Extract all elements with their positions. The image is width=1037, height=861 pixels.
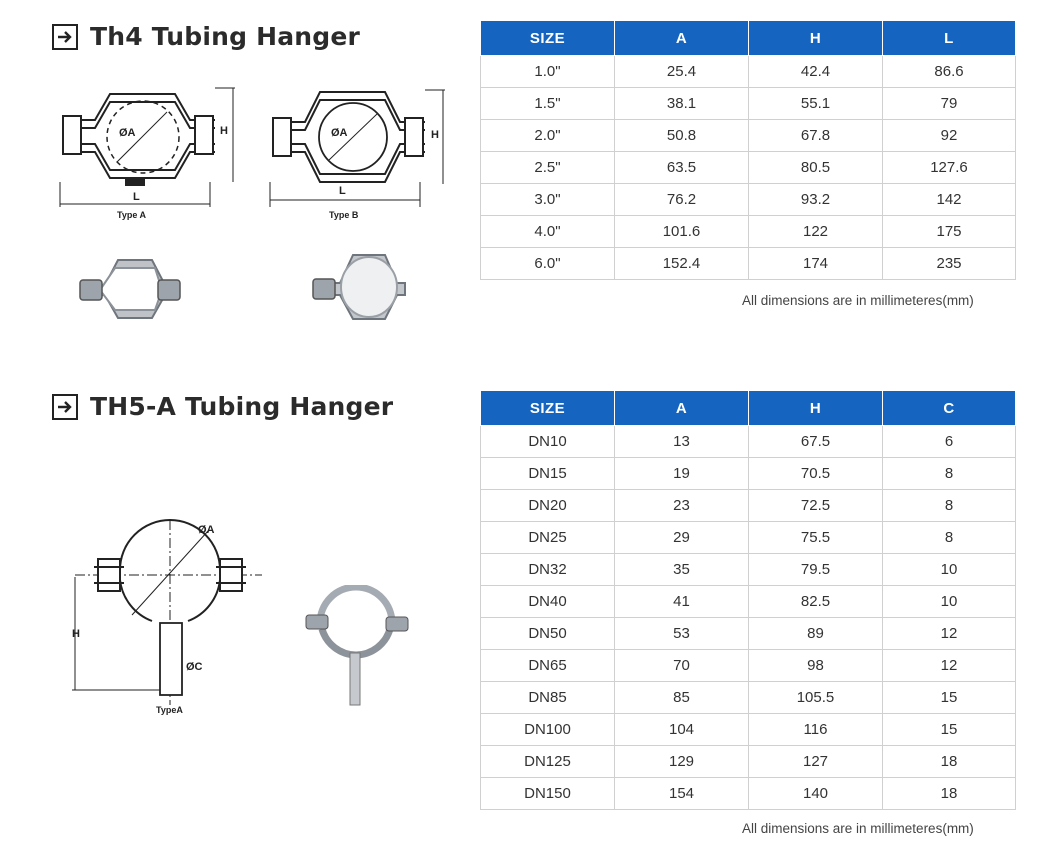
th5-table-cell: 75.5 xyxy=(749,522,883,554)
th5-header-a: A xyxy=(615,391,749,426)
th4-table-cell: 3.0" xyxy=(481,184,615,216)
th4-type-b-photo xyxy=(305,245,415,325)
th4-type-a-caption: Type A xyxy=(117,210,147,220)
th4-table-cell: 152.4 xyxy=(615,248,749,280)
th5-product-photo xyxy=(300,585,415,710)
th5-table-cell: 13 xyxy=(615,426,749,458)
th5-table-cell: 29 xyxy=(615,522,749,554)
th5-table-cell: DN150 xyxy=(481,778,615,810)
th4-table-row xyxy=(481,216,1016,248)
th4-type-b-caption: Type B xyxy=(329,210,359,220)
th5-table-cell: 8 xyxy=(883,458,1016,490)
th4-header-l: L xyxy=(883,21,1016,56)
th4-header-h: H xyxy=(749,21,883,56)
th5-header-c: C xyxy=(883,391,1016,426)
th4-table-cell: 76.2 xyxy=(615,184,749,216)
th5-table-cell: 70.5 xyxy=(749,458,883,490)
th5-table-row xyxy=(481,682,1016,714)
arrow-right-icon xyxy=(52,394,78,420)
th4-table-cell: 175 xyxy=(883,216,1016,248)
th5-units-note: All dimensions are in millimeteres(mm) xyxy=(742,821,974,836)
th5-table-cell: DN25 xyxy=(481,522,615,554)
th4-table-cell: 6.0" xyxy=(481,248,615,280)
th5-table-row xyxy=(481,426,1016,458)
th5-table-cell: 18 xyxy=(883,778,1016,810)
th4-table-cell: 80.5 xyxy=(749,152,883,184)
th5-section-title xyxy=(52,392,393,421)
arrow-right-icon xyxy=(52,24,78,50)
th4-table-cell: 1.0" xyxy=(481,56,615,88)
svg-text:H: H xyxy=(431,129,439,141)
th4-table-cell: 127.6 xyxy=(883,152,1016,184)
th4-table-cell: 2.5" xyxy=(481,152,615,184)
th4-table-cell: 93.2 xyxy=(749,184,883,216)
th5-title: TH5-A Tubing Hanger xyxy=(90,392,394,421)
th5-table-cell: 140 xyxy=(749,778,883,810)
th5-table-cell: 154 xyxy=(615,778,749,810)
th5-table-cell: 89 xyxy=(749,618,883,650)
th4-table-cell: 25.4 xyxy=(615,56,749,88)
th4-table-cell: 174 xyxy=(749,248,883,280)
th5-table-cell: 116 xyxy=(749,714,883,746)
th5-table-cell: 23 xyxy=(615,490,749,522)
th5-table-cell: 35 xyxy=(615,554,749,586)
th5-table-cell: 85 xyxy=(615,682,749,714)
th5-table-cell: 12 xyxy=(883,618,1016,650)
th5-table-cell: 8 xyxy=(883,522,1016,554)
th5-table-row xyxy=(481,586,1016,618)
th5-table-row xyxy=(481,746,1016,778)
th5-table-cell: 72.5 xyxy=(749,490,883,522)
th4-table-cell: 101.6 xyxy=(615,216,749,248)
th5-table-cell: DN20 xyxy=(481,490,615,522)
th5-type-a-drawing xyxy=(70,515,270,720)
th4-title: Th4 Tubing Hanger xyxy=(90,22,361,51)
th5-table-row xyxy=(481,458,1016,490)
th5-table-cell: 8 xyxy=(883,490,1016,522)
th5-table-row xyxy=(481,650,1016,682)
th4-table-cell: 92 xyxy=(883,120,1016,152)
th4-table-cell: 142 xyxy=(883,184,1016,216)
th5-table-cell: 15 xyxy=(883,714,1016,746)
th5-table-row xyxy=(481,618,1016,650)
th4-table-row xyxy=(481,88,1016,120)
th5-header-h: H xyxy=(749,391,883,426)
th5-table-cell: 19 xyxy=(615,458,749,490)
th5-type-caption: TypeA xyxy=(156,705,183,715)
th5-table-cell: DN32 xyxy=(481,554,615,586)
th5-table-cell: 104 xyxy=(615,714,749,746)
svg-text:ØA: ØA xyxy=(119,127,136,139)
th4-table-cell: 79 xyxy=(883,88,1016,120)
th4-table-cell: 38.1 xyxy=(615,88,749,120)
th5-spec-table xyxy=(480,391,1016,810)
svg-text:H: H xyxy=(72,628,80,640)
th5-table-cell: DN15 xyxy=(481,458,615,490)
th5-table-cell: 82.5 xyxy=(749,586,883,618)
th4-table-cell: 86.6 xyxy=(883,56,1016,88)
th4-header-a: A xyxy=(615,21,749,56)
th4-table-cell: 1.5" xyxy=(481,88,615,120)
th4-table-cell: 122 xyxy=(749,216,883,248)
th5-table-cell: 105.5 xyxy=(749,682,883,714)
th5-table-cell: DN125 xyxy=(481,746,615,778)
th5-table-cell: 41 xyxy=(615,586,749,618)
th4-table-cell: 63.5 xyxy=(615,152,749,184)
th5-table-cell: 18 xyxy=(883,746,1016,778)
th5-table-cell: 10 xyxy=(883,554,1016,586)
th5-table-cell: DN65 xyxy=(481,650,615,682)
th5-table-row xyxy=(481,714,1016,746)
th4-units-note: All dimensions are in millimeteres(mm) xyxy=(742,293,974,308)
svg-text:ØC: ØC xyxy=(186,661,203,673)
th4-table-cell: 2.0" xyxy=(481,120,615,152)
th4-table-row xyxy=(481,56,1016,88)
svg-text:H: H xyxy=(220,125,228,137)
th4-table-row xyxy=(481,248,1016,280)
svg-text:L: L xyxy=(339,185,346,197)
th4-table-cell: 42.4 xyxy=(749,56,883,88)
th5-table-cell: 12 xyxy=(883,650,1016,682)
th5-table-cell: DN50 xyxy=(481,618,615,650)
th4-type-a-drawing xyxy=(55,82,240,222)
th5-table-cell: DN85 xyxy=(481,682,615,714)
th4-header-row xyxy=(481,21,1016,56)
th5-table-row xyxy=(481,490,1016,522)
th5-table-row xyxy=(481,522,1016,554)
th5-table-cell: 98 xyxy=(749,650,883,682)
th5-table-cell: DN10 xyxy=(481,426,615,458)
th5-header-row xyxy=(481,391,1016,426)
th4-spec-table xyxy=(480,21,1016,280)
svg-text:ØA: ØA xyxy=(198,524,215,536)
th5-table-cell: 15 xyxy=(883,682,1016,714)
th4-table-row xyxy=(481,120,1016,152)
th5-header-size: SIZE xyxy=(481,391,615,426)
th5-table-cell: 70 xyxy=(615,650,749,682)
th5-table-cell: 127 xyxy=(749,746,883,778)
th5-table-row xyxy=(481,554,1016,586)
th4-table-cell: 50.8 xyxy=(615,120,749,152)
th5-table-cell: 53 xyxy=(615,618,749,650)
th4-section-title xyxy=(52,22,360,51)
th4-type-a-photo xyxy=(70,250,185,325)
th5-table-row xyxy=(481,778,1016,810)
th4-table-cell: 4.0" xyxy=(481,216,615,248)
svg-text:ØA: ØA xyxy=(331,127,348,139)
svg-text:L: L xyxy=(133,191,140,203)
th5-table-cell: 79.5 xyxy=(749,554,883,586)
th4-header-size: SIZE xyxy=(481,21,615,56)
th5-table-cell: 129 xyxy=(615,746,749,778)
th5-table-cell: 67.5 xyxy=(749,426,883,458)
th4-table-row xyxy=(481,184,1016,216)
th4-type-b-drawing xyxy=(265,82,450,222)
th5-table-cell: 6 xyxy=(883,426,1016,458)
th4-table-cell: 235 xyxy=(883,248,1016,280)
th4-table-cell: 67.8 xyxy=(749,120,883,152)
th5-table-cell: DN40 xyxy=(481,586,615,618)
th4-table-row xyxy=(481,152,1016,184)
th5-table-cell: 10 xyxy=(883,586,1016,618)
th5-table-cell: DN100 xyxy=(481,714,615,746)
th4-table-cell: 55.1 xyxy=(749,88,883,120)
